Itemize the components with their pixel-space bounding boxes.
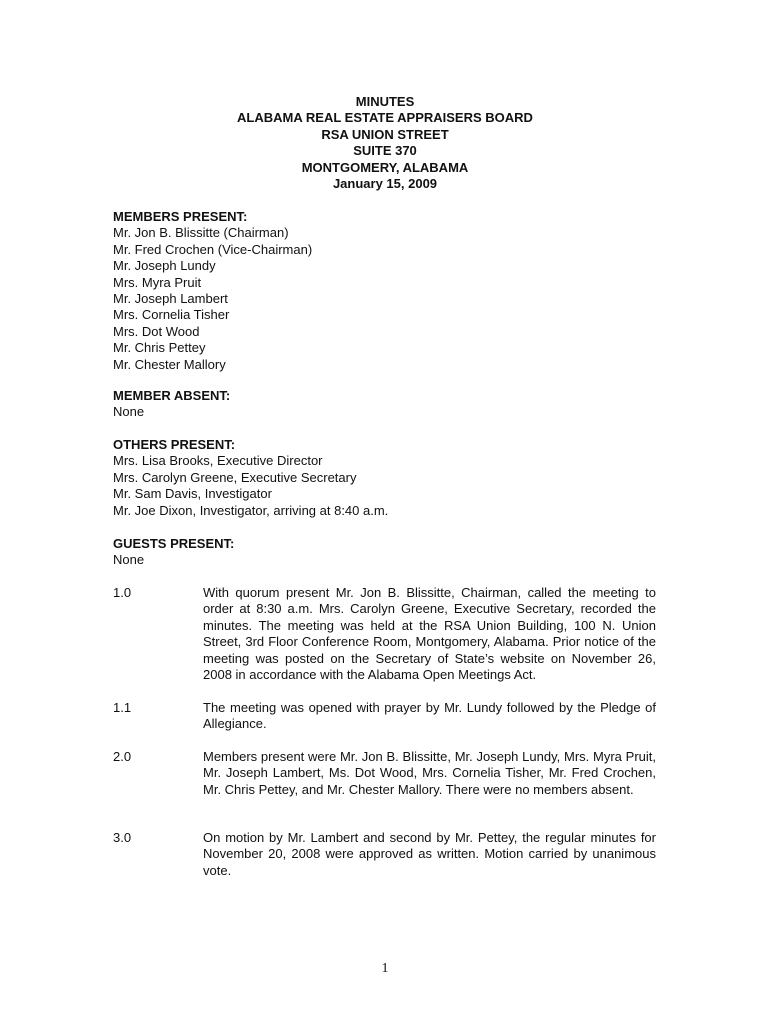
member-name: Mr. Jon B. Blissitte (Chairman) xyxy=(113,225,289,241)
other-attendee: Mrs. Lisa Brooks, Executive Director xyxy=(113,453,323,469)
others-present-heading: OTHERS PRESENT: xyxy=(113,437,236,452)
header-title: MINUTES xyxy=(355,94,415,109)
member-absent-value: None xyxy=(113,404,145,420)
item-number: 3.0 xyxy=(113,830,132,845)
item-number: 1.0 xyxy=(113,585,132,600)
member-name: Mr. Joseph Lundy xyxy=(113,258,216,274)
member-name: Mr. Chris Pettey xyxy=(113,340,206,356)
document-header xyxy=(0,94,770,192)
others-present-section xyxy=(113,437,673,519)
members-present-section xyxy=(113,209,673,373)
other-attendee: Mrs. Carolyn Greene, Executive Secretary xyxy=(113,469,357,485)
guests-present-section xyxy=(113,536,673,569)
guests-present-value: None xyxy=(113,552,145,568)
members-present-heading: MEMBERS PRESENT: xyxy=(113,209,248,224)
member-absent-heading: MEMBER ABSENT: xyxy=(113,388,231,403)
header-organization: ALABAMA REAL ESTATE APPRAISERS BOARD xyxy=(237,110,533,126)
header-city: MONTGOMERY, ALABAMA xyxy=(301,159,469,175)
header-building: RSA UNION STREET xyxy=(321,126,449,142)
member-name: Mr. Fred Crochen (Vice-Chairman) xyxy=(113,241,313,257)
item-number: 2.0 xyxy=(113,749,132,764)
member-absent-section xyxy=(113,388,673,421)
guests-present-heading: GUESTS PRESENT: xyxy=(113,536,235,551)
header-date: January 15, 2009 xyxy=(332,176,438,192)
member-name: Mrs. Cornelia Tisher xyxy=(113,307,230,323)
member-name: Mr. Chester Mallory xyxy=(113,356,226,372)
member-name: Mr. Joseph Lambert xyxy=(113,291,228,307)
member-name: Mrs. Myra Pruit xyxy=(113,274,202,290)
item-text: On motion by Mr. Lambert and second by Mr. Pettey, the regular minutes for November 20, 2008 were approved as written. Motion carried by unanimous vote. xyxy=(203,830,656,878)
other-attendee: Mr. Joe Dixon, Investigator, arriving at 8:40 a.m. xyxy=(113,502,389,518)
item-text: Members present were Mr. Jon B. Blissitte, Mr. Joseph Lundy, Mrs. Myra Pruit, Mr. Joseph Lambert, Ms. Dot Wood, Mrs. Cornelia Tisher, Mr. Fred Crochen, Mr. Chris Pettey, and Mr. Chester Mallory. There were no members absent. xyxy=(203,749,656,797)
item-number: 1.1 xyxy=(113,700,132,715)
item-text: With quorum present Mr. Jon B. Blissitte, Chairman, called the meeting to order at 8:30 a.m. Mrs. Carolyn Greene, Executive Secretary, recorded the minutes. The meeting was held at the RSA Union Building, 100 N. Union Street, 3rd Floor Conference Room, Montgomery, Alabama. Prior notice of the meeting was posted on the Secretary of State’s website on November 26, 2008 in accordance with the Alabama Open Meetings Act. xyxy=(203,585,656,683)
page-number: 1 xyxy=(381,961,389,976)
other-attendee: Mr. Sam Davis, Investigator xyxy=(113,486,272,502)
member-name: Mrs. Dot Wood xyxy=(113,323,200,339)
item-text: The meeting was opened with prayer by Mr. Lundy followed by the Pledge of Allegiance. xyxy=(203,700,656,732)
header-suite: SUITE 370 xyxy=(353,143,417,159)
